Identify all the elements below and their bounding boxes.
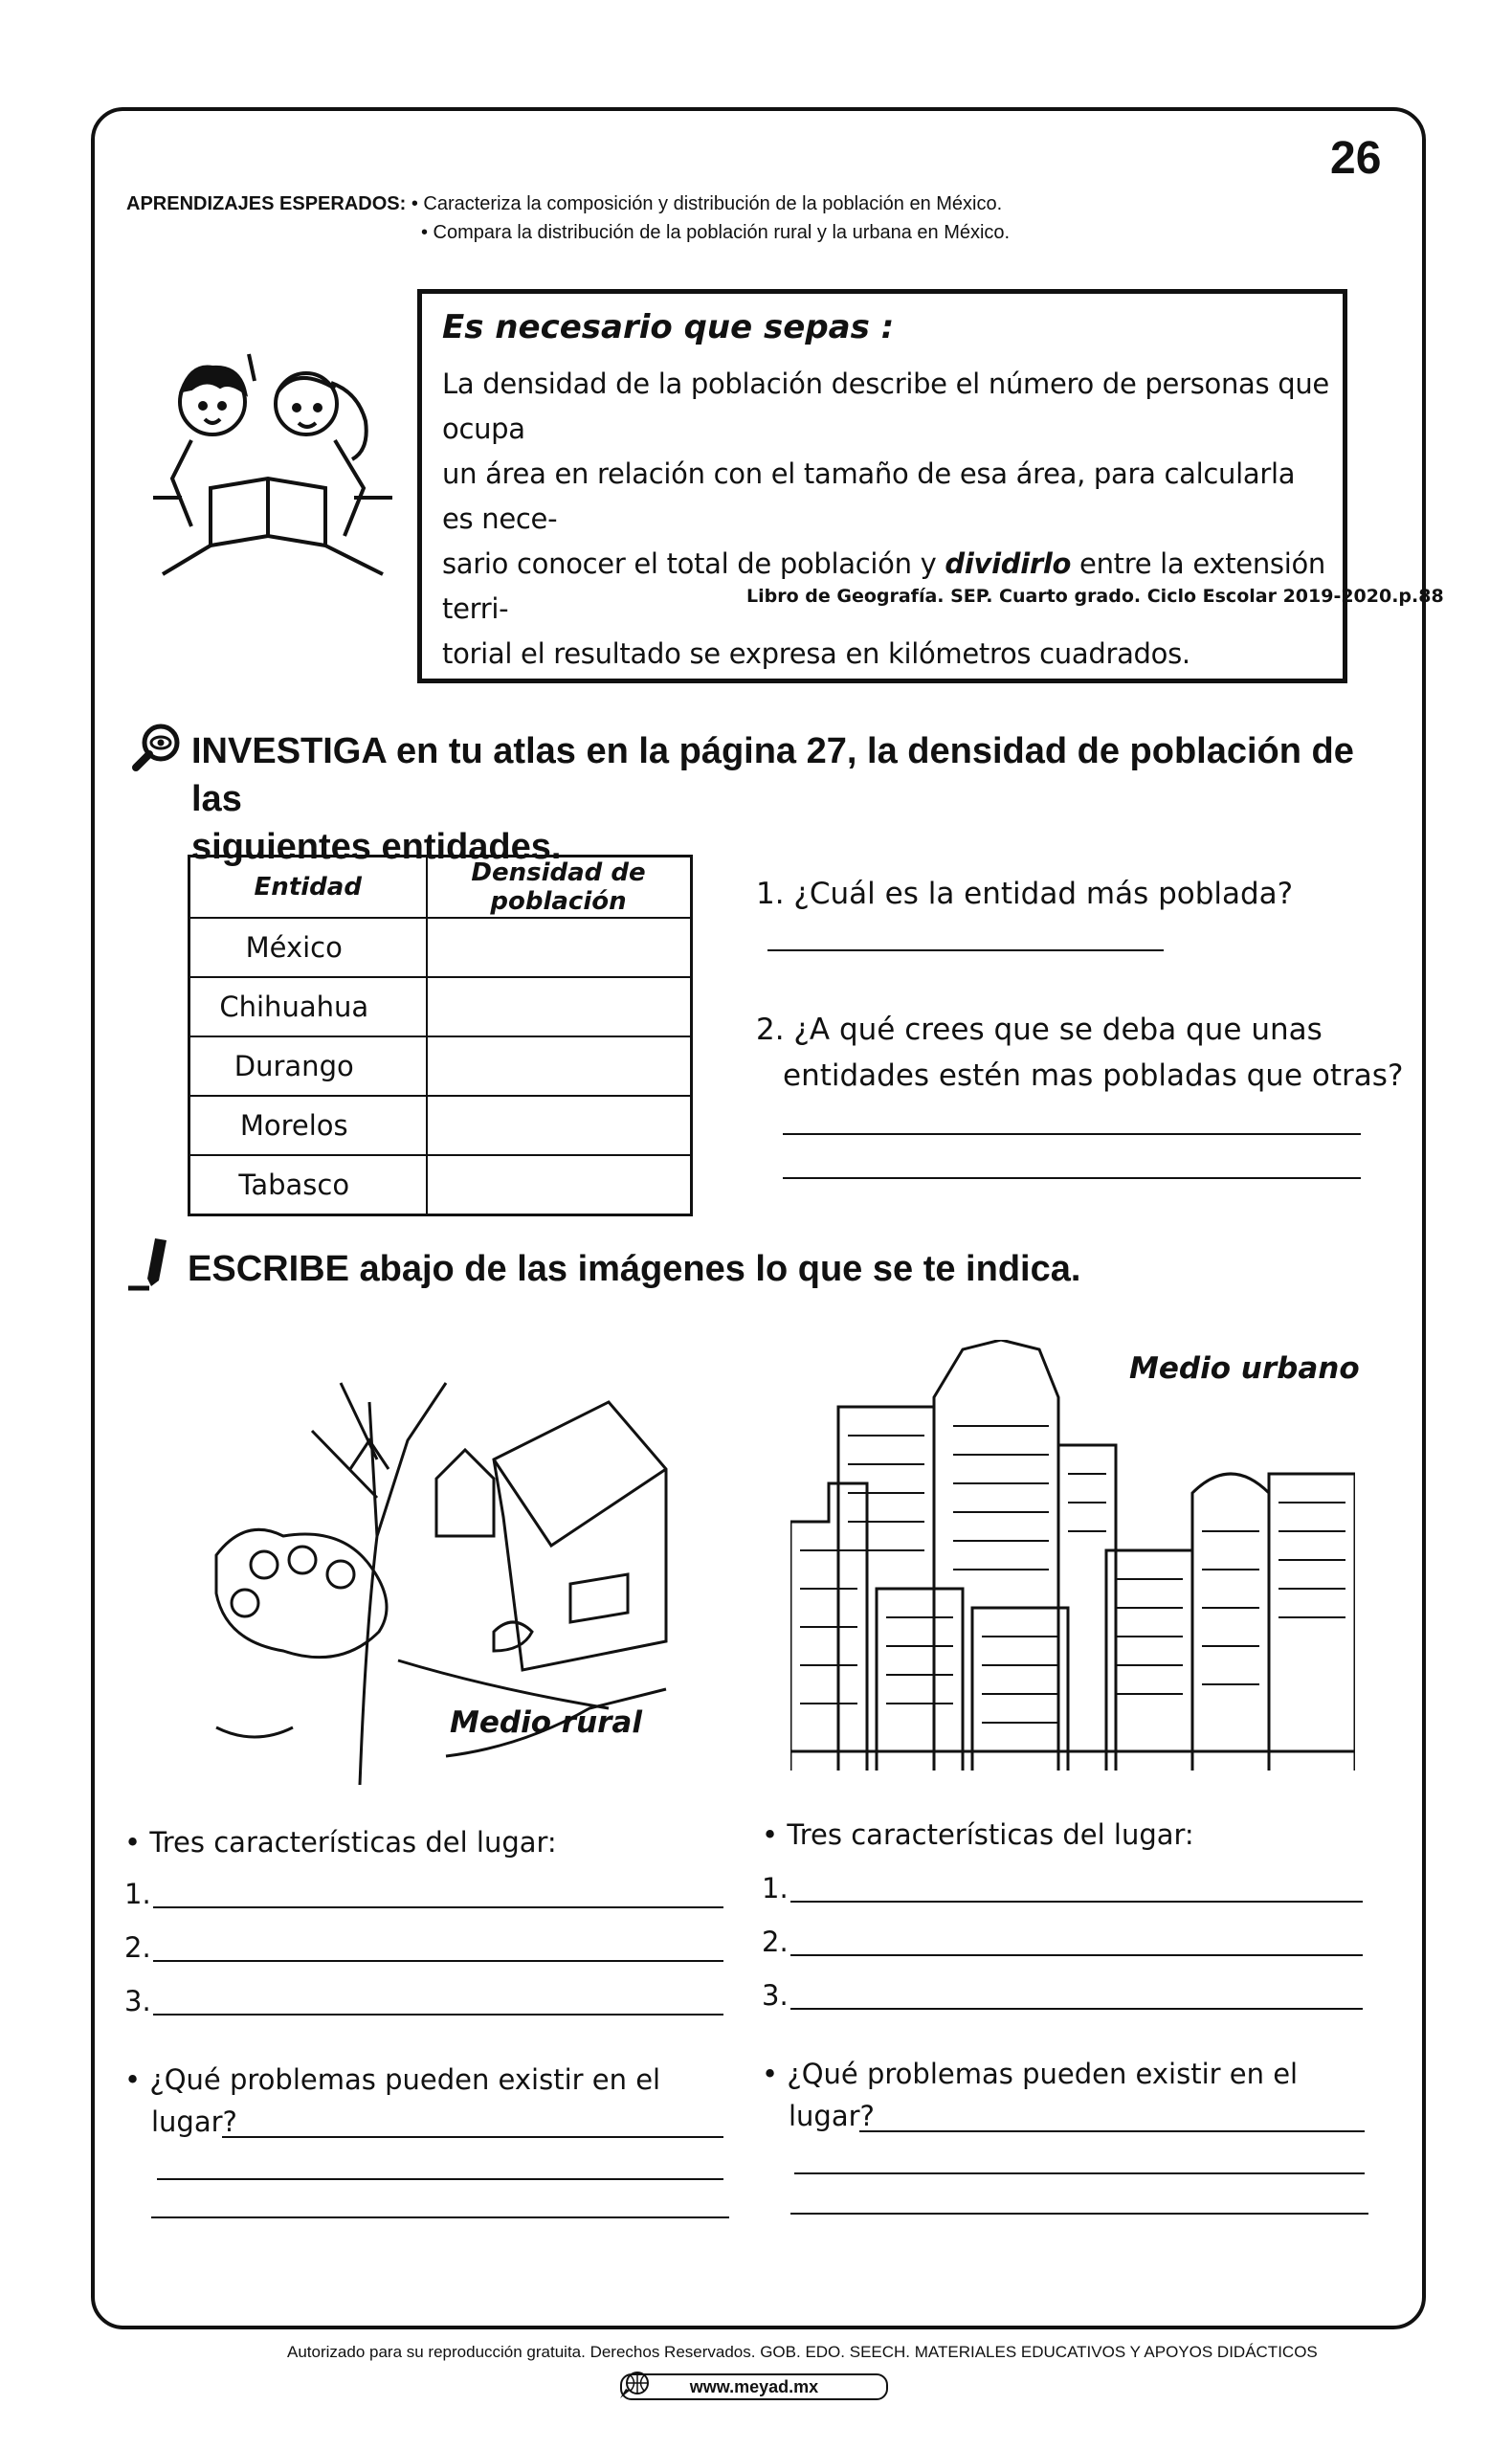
answer-line-q1[interactable] bbox=[767, 949, 1164, 951]
urban-problems-line-3[interactable] bbox=[790, 2213, 1368, 2215]
rural-item-2-number: 2. bbox=[124, 1931, 151, 1964]
rural-problems-line-1[interactable] bbox=[222, 2136, 723, 2138]
urban-problems-line-1[interactable] bbox=[859, 2130, 1365, 2132]
rural-problems-prompt-line1: • ¿Qué problemas pueden existir en el bbox=[124, 2063, 661, 2096]
rural-problems-prompt-line2: lugar? bbox=[151, 2105, 237, 2138]
density-cell[interactable] bbox=[427, 1096, 692, 1155]
objective-2: • Compara la distribución de la población rural y la urbana en México. bbox=[421, 222, 1011, 243]
urban-item-2-number: 2. bbox=[762, 1926, 789, 1958]
table-row bbox=[189, 1096, 692, 1155]
rural-answer-line-1[interactable] bbox=[153, 1906, 723, 1908]
table-header-row bbox=[189, 857, 692, 919]
info-line-3: sario conocer el total de población y dividirlo entre la extensión terri- bbox=[442, 547, 1325, 625]
entity-name: Chihuahua bbox=[189, 977, 427, 1036]
density-cell[interactable] bbox=[427, 1155, 692, 1215]
rural-answer-line-2[interactable] bbox=[153, 1960, 723, 1962]
rural-problems-line-2[interactable] bbox=[157, 2178, 723, 2180]
header-densidad: Densidad de población bbox=[427, 857, 692, 919]
rural-characteristics-prompt: • Tres características del lugar: bbox=[124, 1826, 557, 1859]
magnifier-icon bbox=[130, 722, 182, 773]
info-source: Libro de Geografía. SEP. Cuarto grado. Ciclo Escolar 2019-2020.p.88 bbox=[746, 586, 1444, 607]
investiga-heading bbox=[191, 727, 1388, 871]
objective-1: • Caracteriza la composición y distribución de la población en México. bbox=[411, 193, 1003, 214]
urban-problems-line-2[interactable] bbox=[794, 2172, 1365, 2174]
investiga-heading-line2: siguientes entidades. bbox=[191, 827, 562, 867]
rural-item-3-number: 3. bbox=[124, 1985, 151, 2017]
info-line-1: La densidad de la población describe el número de personas que ocupa bbox=[442, 368, 1329, 445]
escribe-heading: ESCRIBE abajo de las imágenes lo que se te indica. bbox=[188, 1249, 1081, 1289]
population-density-table bbox=[188, 855, 693, 1216]
rural-label: Medio rural bbox=[450, 1705, 642, 1740]
info-box-body bbox=[442, 362, 1332, 677]
website-link[interactable]: www.meyad.mx bbox=[620, 2373, 888, 2400]
density-cell[interactable] bbox=[427, 918, 692, 977]
table-row bbox=[189, 1036, 692, 1096]
urban-answer-line-1[interactable] bbox=[790, 1901, 1363, 1903]
question-1: 1. ¿Cuál es la entidad más poblada? bbox=[756, 877, 1294, 911]
table-row bbox=[189, 1155, 692, 1215]
urban-answer-line-3[interactable] bbox=[790, 2008, 1363, 2010]
urban-characteristics-prompt: • Tres características del lugar: bbox=[762, 1818, 1194, 1851]
learning-objectives bbox=[126, 189, 1010, 247]
density-cell[interactable] bbox=[427, 1036, 692, 1096]
urban-item-1-number: 1. bbox=[762, 1872, 789, 1904]
answer-line-q2a[interactable] bbox=[783, 1133, 1361, 1135]
density-cell[interactable] bbox=[427, 977, 692, 1036]
urban-scene-illustration bbox=[790, 1340, 1355, 1771]
question-2-line2: entidades estén mas pobladas que otras? bbox=[783, 1058, 1404, 1093]
urban-problems-prompt-line2: lugar? bbox=[789, 2100, 875, 2132]
urban-item-3-number: 3. bbox=[762, 1979, 789, 2012]
rural-item-1-number: 1. bbox=[124, 1878, 151, 1910]
page-number: 26 bbox=[1330, 133, 1382, 184]
rural-problems-line-3[interactable] bbox=[151, 2216, 729, 2218]
emphasis-dividirlo: dividirlo bbox=[945, 547, 1072, 580]
question-2-line1: 2. ¿A qué crees que se deba que unas bbox=[756, 1013, 1323, 1047]
pencil-icon bbox=[126, 1235, 178, 1294]
answer-line-q2b[interactable] bbox=[783, 1177, 1361, 1179]
entity-name: Tabasco bbox=[189, 1155, 427, 1215]
entity-name: México bbox=[189, 918, 427, 977]
entity-name: Durango bbox=[189, 1036, 427, 1096]
table-row bbox=[189, 918, 692, 977]
footer-rights: Autorizado para su reproducción gratuita. Derechos Reservados. GOB. EDO. SEECH. MATERIALES EDUCATIVOS Y APOYOS DIDÁCTICOS bbox=[287, 2343, 1318, 2361]
rural-answer-line-3[interactable] bbox=[153, 2014, 723, 2016]
header-entidad: Entidad bbox=[189, 857, 427, 919]
urban-label: Medio urbano bbox=[1129, 1351, 1360, 1386]
objectives-label: APRENDIZAJES ESPERADOS: bbox=[126, 193, 407, 214]
urban-answer-line-2[interactable] bbox=[790, 1954, 1363, 1956]
investiga-heading-line1: INVESTIGA en tu atlas en la página 27, la densidad de población de las bbox=[191, 731, 1354, 819]
info-line-2: un área en relación con el tamaño de esa área, para calcularla es nece- bbox=[442, 457, 1296, 535]
table-row bbox=[189, 977, 692, 1036]
children-reading-illustration bbox=[153, 345, 392, 584]
entity-name: Morelos bbox=[189, 1096, 427, 1155]
info-line-4: torial el resultado se expresa en kilómetros cuadrados. bbox=[442, 637, 1190, 670]
info-box-title: Es necesario que sepas : bbox=[442, 308, 895, 346]
urban-problems-prompt-line1: • ¿Qué problemas pueden existir en el bbox=[762, 2058, 1299, 2090]
